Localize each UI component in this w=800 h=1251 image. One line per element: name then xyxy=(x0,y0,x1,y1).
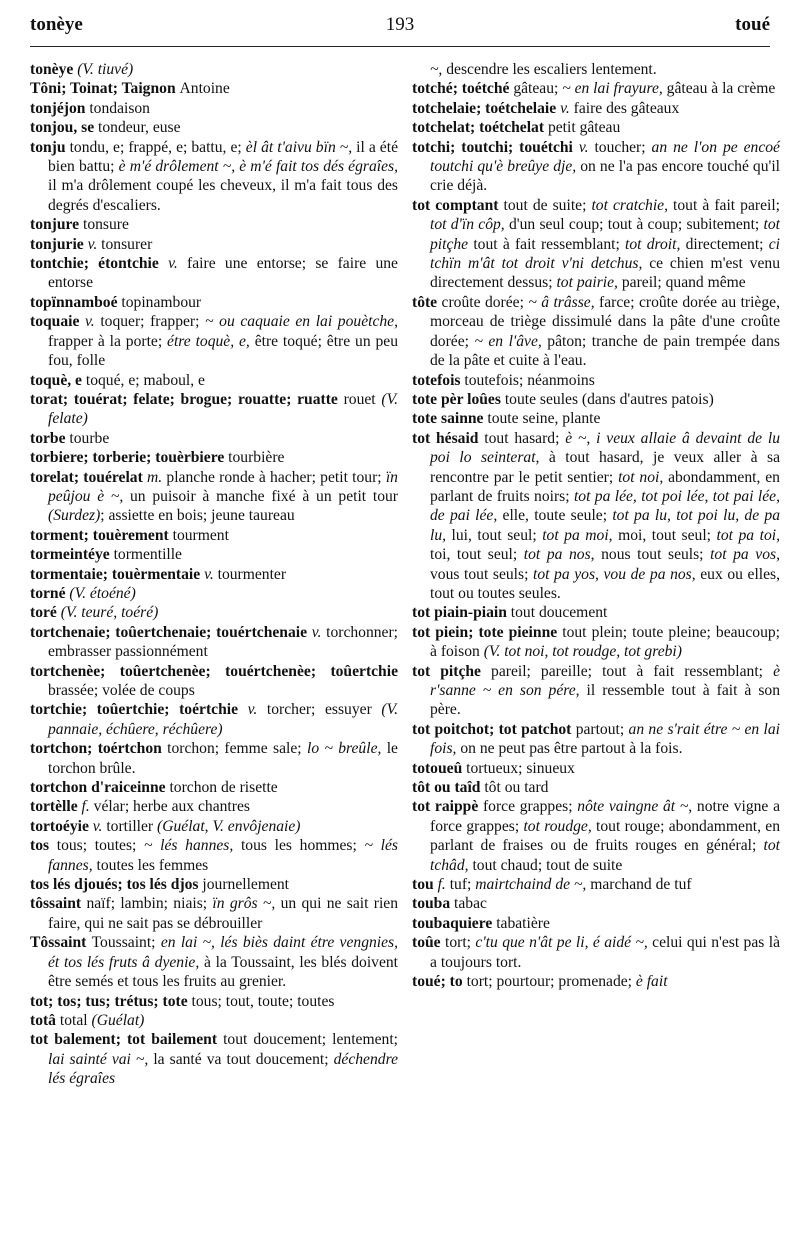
italic-text: an ne l'on pe encoé toutchi qu'è breûye dje, xyxy=(430,138,780,176)
headword: tortchon; toértchon xyxy=(30,740,168,758)
headword: tortchenèe; toûertchenèe; touértchenèe; toûertchie xyxy=(30,662,398,680)
dictionary-entry xyxy=(412,79,780,98)
italic-text: f. xyxy=(81,798,90,816)
definition-text: force grappes; xyxy=(482,798,578,816)
definition-text: moi, tout seul; xyxy=(612,526,717,544)
definition-text: tout doucement; lentement; xyxy=(223,1031,398,1049)
definition-text: vélar; herbe aux chantres xyxy=(89,798,250,816)
headword: tot balement; tot bailement xyxy=(30,1031,224,1049)
definition-text: partout; xyxy=(575,720,629,738)
headword: tou xyxy=(412,876,438,894)
italic-text: v. xyxy=(87,235,98,253)
italic-text: lai sainté vai ~, xyxy=(48,1050,149,1068)
definition-text: celui qui n'est pas là a toujours tort. xyxy=(430,934,781,971)
italic-text: tot roudge, xyxy=(523,817,592,835)
dictionary-entry xyxy=(30,254,398,293)
definition-text: tout plein; toute pleine; beaucoup; à foison xyxy=(430,623,780,661)
dictionary-entry xyxy=(30,1011,398,1030)
headword: tôte xyxy=(412,293,442,311)
dictionary-entry xyxy=(412,662,780,720)
headword: toquaie xyxy=(30,313,86,331)
dictionary-entry xyxy=(30,739,398,778)
headword: tote sainne xyxy=(412,410,488,428)
italic-text: è fait xyxy=(635,973,668,991)
dictionary-entry xyxy=(412,720,780,759)
dictionary-entry xyxy=(412,778,780,797)
headword: torat; touérat; felate; brogue; rouatte; ruatte xyxy=(30,390,344,408)
italic-text: tot tchâd, xyxy=(430,837,780,874)
italic-text: lo ~ breûle, xyxy=(306,740,382,758)
italic-text: an ne s'rait étre ~ en lai fois, xyxy=(430,720,780,758)
headword: toué; to xyxy=(412,973,467,991)
italic-text: tot pa lu, tot poi lu, de pa lu, xyxy=(430,507,781,544)
definition-text: tout à fait ressemblant; xyxy=(468,235,626,253)
definition-text: ; assiette en bois; jeune taureau xyxy=(100,507,295,525)
headword: touba xyxy=(412,895,455,913)
dictionary-entry xyxy=(412,797,780,875)
italic-text: mairtchaind de ~, xyxy=(475,876,587,894)
italic-text: ~ en lai frayure, xyxy=(562,80,663,98)
definition-text: toqué, e; maboul, e xyxy=(85,371,205,389)
definition-text: tout hasard; xyxy=(484,429,566,447)
headword: tonju xyxy=(30,138,70,156)
definition-text: tort; xyxy=(445,934,476,952)
italic-text: ~ en l'âve, xyxy=(474,332,542,350)
definition-text: tormentille xyxy=(113,546,182,564)
definition-text: brassée; volée de coups xyxy=(48,682,195,699)
headword: torelat; touérelat xyxy=(30,468,148,486)
italic-text: tot cratchie, xyxy=(591,196,668,214)
definition-text: on ne l'a pas encore touché qu'il crie déjà. xyxy=(430,158,780,195)
definition-text: planche ronde à hacher; petit tour; xyxy=(162,468,386,486)
headword: tonjéjon xyxy=(30,99,90,117)
dictionary-entry xyxy=(30,215,398,234)
definition-text: directement; xyxy=(680,235,769,253)
italic-text: tot d'ïn côp, xyxy=(430,216,505,234)
definition-text: total xyxy=(59,1011,92,1029)
definition-text: elle, toute seule; xyxy=(497,507,613,525)
dictionary-entry xyxy=(412,409,780,428)
definition-text: tondu, e; frappé, e; battu, e; xyxy=(69,138,246,156)
definition-text: tondaison xyxy=(89,99,150,117)
italic-text: v. xyxy=(578,138,589,156)
definition-text: abondamment, en parlant de fruits noirs; xyxy=(430,468,780,505)
headword: tonjou, se xyxy=(30,119,99,137)
definition-text: tortiller xyxy=(102,817,158,835)
dictionary-entry xyxy=(30,99,398,118)
italic-text: tot noi, xyxy=(618,468,664,486)
headword: tos xyxy=(30,837,57,855)
italic-text: f. xyxy=(437,876,446,894)
definition-text: tous; toutes; xyxy=(56,837,145,855)
definition-text: toquer; frapper; xyxy=(94,313,206,331)
italic-text: tot droit, xyxy=(625,235,681,253)
definition-text: à la Toussaint, les blés doivent être semés et tous les fruits au grenier. xyxy=(48,953,398,991)
dictionary-entry xyxy=(30,138,398,216)
definition-text: faire des gâteaux xyxy=(569,99,680,117)
italic-text: èl ât t'aivu bïn ~, xyxy=(245,138,353,156)
italic-text: nôte vaingne ât ~, xyxy=(577,798,693,816)
italic-text: ~ ou caquaie en lai pouètche, xyxy=(205,313,398,331)
dictionary-entry xyxy=(30,933,398,991)
definition-text: farce; croûte dorée au triège, morceau de triège dissimulé dans la pâte d'une croûte dorée; xyxy=(430,293,780,350)
definition-text: tout rouge; abondamment, en parlant de fraises ou de fruits rouges en général; xyxy=(430,817,780,855)
dictionary-entry xyxy=(30,293,398,312)
definition-text: naïf; lambin; niais; xyxy=(86,895,213,913)
headword: tot poitchot; tot patchot xyxy=(412,720,576,738)
definition-text: tôt ou tard xyxy=(484,779,549,797)
headword: Tôni; Toinat; Taignon xyxy=(30,80,180,98)
definition-text: lui, tout seul; xyxy=(446,526,543,544)
dictionary-entry xyxy=(30,118,398,137)
definition-text: petit gâteau xyxy=(547,119,621,137)
dictionary-entry xyxy=(30,390,398,429)
dictionary-entry xyxy=(412,972,780,991)
definition-text: toutes les femmes xyxy=(92,856,209,874)
headword: toûe xyxy=(412,934,445,952)
headword: tonjure xyxy=(30,216,83,234)
headword: tot piein; tote pieinne xyxy=(412,623,563,641)
headword: totchelaie; toétchelaie xyxy=(412,99,561,117)
italic-text: tot pa moi, xyxy=(542,526,613,544)
headword: tortoéyie xyxy=(30,817,93,835)
dictionary-entry xyxy=(30,448,398,467)
italic-text: tot pa vos, xyxy=(710,546,780,564)
headword: tontchie; étontchie xyxy=(30,255,169,273)
headword: tot piain-piain xyxy=(412,604,511,622)
headword: totchi; toutchi; touétchi xyxy=(412,138,579,156)
italic-text: ~ lés fannes, xyxy=(48,837,398,874)
headword: Tôssaint xyxy=(30,934,92,952)
italic-text: tot pa yos, vou de pa nos, xyxy=(533,565,696,583)
definition-text: tout à fait pareil; xyxy=(667,196,780,214)
italic-text: è ~, i veux allaie â devaint de lu poi lo seinterat, xyxy=(430,429,780,467)
italic-text: tot pa toi, xyxy=(716,526,780,544)
definition-text: tabatière xyxy=(496,914,550,932)
italic-text: (Guélat, V. envôjenaie) xyxy=(157,817,301,835)
dictionary-entry xyxy=(30,700,398,739)
headword: tot raippè xyxy=(412,798,483,816)
headword: tot pitçhe xyxy=(412,662,492,680)
italic-text: tot pa lée, tot poi lée, tot pai lée, de pai lée, xyxy=(430,487,780,525)
dictionary-entry xyxy=(30,662,398,701)
italic-text: ~ lés hannes, xyxy=(144,837,234,855)
definition-text: le torchon brûle. xyxy=(48,740,398,777)
italic-text: v. xyxy=(311,623,322,641)
definition-text: tondeur, euse xyxy=(98,119,181,137)
headword: tos lés djoués; tos lés djos xyxy=(30,876,203,894)
definition-text: nous tout seuls; xyxy=(594,546,711,564)
dictionary-entry xyxy=(412,99,780,118)
definition-text: il m'a drôlement coupé les cheveux, il m'a fait tous des degrés d'escaliers. xyxy=(48,177,398,214)
italic-text: è m'é drôlement ~, è m'é fait tos dés égraîes, xyxy=(118,158,398,176)
headword: torment; touèrement xyxy=(30,526,173,544)
dictionary-entry xyxy=(30,545,398,564)
definition-text: croûte dorée; xyxy=(441,293,529,311)
headword: tortchon d'raiceinne xyxy=(30,779,170,797)
running-head-right: toué xyxy=(735,14,770,35)
italic-text: (V. étoéné) xyxy=(69,584,136,602)
italic-text: (Surdez) xyxy=(48,507,101,525)
italic-text: v. xyxy=(247,701,258,719)
definition-text: gâteau; xyxy=(513,80,563,98)
headword: tôt ou taîd xyxy=(412,779,485,797)
headword: tote pèr loûes xyxy=(412,390,505,408)
page-number: 193 xyxy=(385,14,415,35)
italic-text: (V. pannaie, échûere, réchûere) xyxy=(48,701,398,738)
definition-text: tout doucement xyxy=(510,604,608,622)
dictionary-entry xyxy=(30,235,398,254)
dictionary-entry xyxy=(412,914,780,933)
definition-text: on ne peut pas être partout à la fois. xyxy=(456,740,683,758)
definition-text: tourment xyxy=(172,526,229,544)
dictionary-entry xyxy=(30,836,398,875)
definition-text: toute seules (dans d'autres patois) xyxy=(504,390,714,408)
definition-text: marchand de tuf xyxy=(586,876,692,894)
definition-text: Toussaint; xyxy=(91,934,161,952)
headword: toubaquiere xyxy=(412,914,497,932)
headword: tonjurie xyxy=(30,235,88,253)
dictionary-entry xyxy=(30,603,398,622)
dictionary-entry xyxy=(412,623,780,662)
definition-text: eux ou elles, tout ou toutes seules. xyxy=(430,565,780,602)
definition-text: tout de suite; xyxy=(503,196,592,214)
headword: tot comptant xyxy=(412,196,504,214)
definition-text: Antoine xyxy=(179,80,230,98)
dictionary-entry xyxy=(30,584,398,603)
definition-text: pâton; tranche de pain trempée dans de la pâte et cuite à l'eau. xyxy=(430,332,780,370)
headword: topïnnamboé xyxy=(30,293,122,311)
definition-text: tous; tout, toute; toutes xyxy=(191,992,335,1010)
headword: toré xyxy=(30,604,61,622)
running-head-left: tonèye xyxy=(30,14,83,35)
definition-text: ce chien m'est venu directement dessus; xyxy=(430,255,780,292)
definition-text: torcher; essuyer xyxy=(257,701,382,719)
definition-text: tonsure xyxy=(83,216,129,234)
italic-text: m. xyxy=(147,468,163,486)
headword: toquè, e xyxy=(30,371,86,389)
definition-text: un puisoir à manche fixé à un petit tour xyxy=(123,487,399,505)
definition-text: frapper à la porte; xyxy=(48,332,168,350)
left-column xyxy=(30,60,398,1089)
italic-text: étre toquè, e, xyxy=(167,332,250,350)
italic-text: ~ â trâsse, xyxy=(528,293,595,311)
italic-text: v. xyxy=(85,313,95,331)
definition-text: tonsurer xyxy=(97,235,153,253)
definition-text: à tout hasard, je veux aller à sa rencontre par le petit sentier; xyxy=(430,449,781,486)
dictionary-entry xyxy=(412,603,780,622)
italic-text: tot pitçhe xyxy=(430,216,780,253)
italic-text: v. xyxy=(560,99,570,117)
italic-text: (V. tiuvé) xyxy=(77,61,134,78)
dictionary-entry xyxy=(30,797,398,816)
dictionary-entry xyxy=(412,371,780,390)
italic-text: v. xyxy=(168,255,178,273)
definition-text: il a été bien battu; xyxy=(48,138,398,176)
italic-text: (V. teuré, toéré) xyxy=(60,604,159,622)
definition-text: topinambour xyxy=(121,293,202,311)
definition-text: journellement xyxy=(202,876,290,894)
dictionary-entry xyxy=(30,992,398,1011)
definition-text: toi, tout seul; xyxy=(430,546,524,564)
headword: torbe xyxy=(30,429,70,447)
headword: torné xyxy=(30,584,70,602)
italic-text: tot pairie, xyxy=(556,274,618,292)
dictionary-entry xyxy=(412,875,780,894)
headword: totefois xyxy=(412,371,465,389)
italic-text: ïn grôs ~, xyxy=(212,895,276,913)
dictionary-entry xyxy=(30,778,398,797)
definition-text: torchon; femme sale; xyxy=(167,740,307,758)
headword: tot; tos; tus; trétus; tote xyxy=(30,992,192,1010)
italic-text: è r'sanne ~ en son pére, xyxy=(430,662,781,699)
dictionary-entry xyxy=(412,894,780,913)
headword: tôssaint xyxy=(30,895,87,913)
headword: tot hésaid xyxy=(412,429,485,447)
definition-text: la santé va tout doucement; xyxy=(148,1050,334,1068)
definition-text: pareil; quand même xyxy=(617,274,746,292)
definition-text: d'un seul coup; tout à coup; subitement; xyxy=(504,216,764,234)
dictionary-entry xyxy=(412,196,780,293)
dictionary-entry xyxy=(30,79,398,98)
definition-text: tourbe xyxy=(69,429,110,447)
italic-text: ~, xyxy=(430,61,443,78)
italic-text: v. xyxy=(92,817,103,835)
italic-text: déchendre lés égraîes xyxy=(48,1050,398,1088)
dictionary-entry xyxy=(30,565,398,584)
dictionary-entry xyxy=(412,60,780,79)
dictionary-entry xyxy=(412,390,780,409)
dictionary-entry xyxy=(30,1030,398,1088)
dictionary-entry xyxy=(412,759,780,778)
definition-text: vous tout seuls; xyxy=(430,565,533,583)
dictionary-entry xyxy=(412,118,780,137)
headword: tortchenaie; toûertchenaie; touértchenaie xyxy=(30,623,312,641)
definition-text: faire une entorse; se faire une entorse xyxy=(48,255,398,292)
headword: totoueû xyxy=(412,759,467,777)
headword: tormentaie; touèrmentaie xyxy=(30,565,205,583)
italic-text: (Guélat) xyxy=(91,1011,145,1029)
dictionary-entry xyxy=(30,312,398,370)
page-header xyxy=(30,14,770,42)
dictionary-entry xyxy=(412,138,780,196)
dictionary-entry xyxy=(30,60,398,79)
italic-text: (V. tot noi, tot roudge, tot grebi) xyxy=(483,643,682,661)
definition-text: tortueux; sinueux xyxy=(466,759,575,777)
headword: totâ xyxy=(30,1011,60,1029)
header-rule xyxy=(30,46,770,47)
headword: tonèye xyxy=(30,61,78,78)
definition-text: être toqué; être un peu fou, folle xyxy=(48,332,398,370)
definition-text: toutefois; néanmoins xyxy=(464,371,595,389)
definition-text: tort; pourtour; promenade; xyxy=(466,973,636,991)
dictionary-entry xyxy=(30,875,398,894)
definition-text: descendre les escaliers lentement. xyxy=(442,61,657,78)
dictionary-entry xyxy=(30,623,398,662)
definition-text: tuf; xyxy=(445,876,476,894)
italic-text: ïn peûjou è ~, xyxy=(48,468,398,505)
definition-text: tout chaud; tout de suite xyxy=(468,856,623,874)
italic-text: en lai ~, lés biès daint étre vengnies, ét tos lés fruts â dyenie, xyxy=(48,934,399,971)
headword: totchelat; toétchelat xyxy=(412,119,548,137)
definition-text: gâteau à la crème xyxy=(662,80,776,98)
headword: torbiere; torberie; touèrbiere xyxy=(30,449,229,467)
italic-text: (V. felate) xyxy=(48,390,398,428)
headword: tortchie; toûertchie; toértchie xyxy=(30,701,248,719)
dictionary-entry xyxy=(30,526,398,545)
dictionary-entry xyxy=(30,371,398,390)
definition-text: rouet xyxy=(343,390,382,408)
definition-text: tabac xyxy=(454,895,487,913)
definition-text: tous les hommes; xyxy=(233,837,365,855)
dictionary-entry xyxy=(412,293,780,371)
italic-text: c'tu que n'ât pe li, é aidé ~, xyxy=(475,934,648,952)
definition-text: il ressemble tout à fait à son père. xyxy=(430,682,780,719)
definition-text: pareil; pareille; tout à fait ressemblant; xyxy=(491,662,774,680)
definition-text: toucher; xyxy=(588,138,652,156)
headword: totché; toétché xyxy=(412,80,514,98)
definition-text: torchon de risette xyxy=(169,779,278,797)
definition-text: toute seine, plante xyxy=(487,410,601,428)
headword: tortèlle xyxy=(30,798,82,816)
definition-text: un qui ne sait rien faire, qui ne sait pas se débrouiller xyxy=(48,895,398,932)
italic-text: ci tchïn m'ât tot droit v'ni detchus, xyxy=(430,235,781,273)
dictionary-entry xyxy=(30,468,398,526)
definition-text: tourmenter xyxy=(213,565,287,583)
dictionary-entry xyxy=(30,429,398,448)
definition-text: notre vigne a force grappes; xyxy=(430,798,780,835)
definition-text: torchonner; embrasser passionnément xyxy=(48,623,398,661)
dictionary-entry xyxy=(412,933,780,972)
right-column xyxy=(412,60,780,992)
headword: tormeintéye xyxy=(30,546,114,564)
dictionary-entry xyxy=(30,817,398,836)
dictionary-entry xyxy=(412,429,780,604)
italic-text: tot pa nos, xyxy=(523,546,595,564)
dictionary-entry xyxy=(30,894,398,933)
italic-text: v. xyxy=(204,565,214,583)
definition-text: tourbière xyxy=(228,449,285,467)
